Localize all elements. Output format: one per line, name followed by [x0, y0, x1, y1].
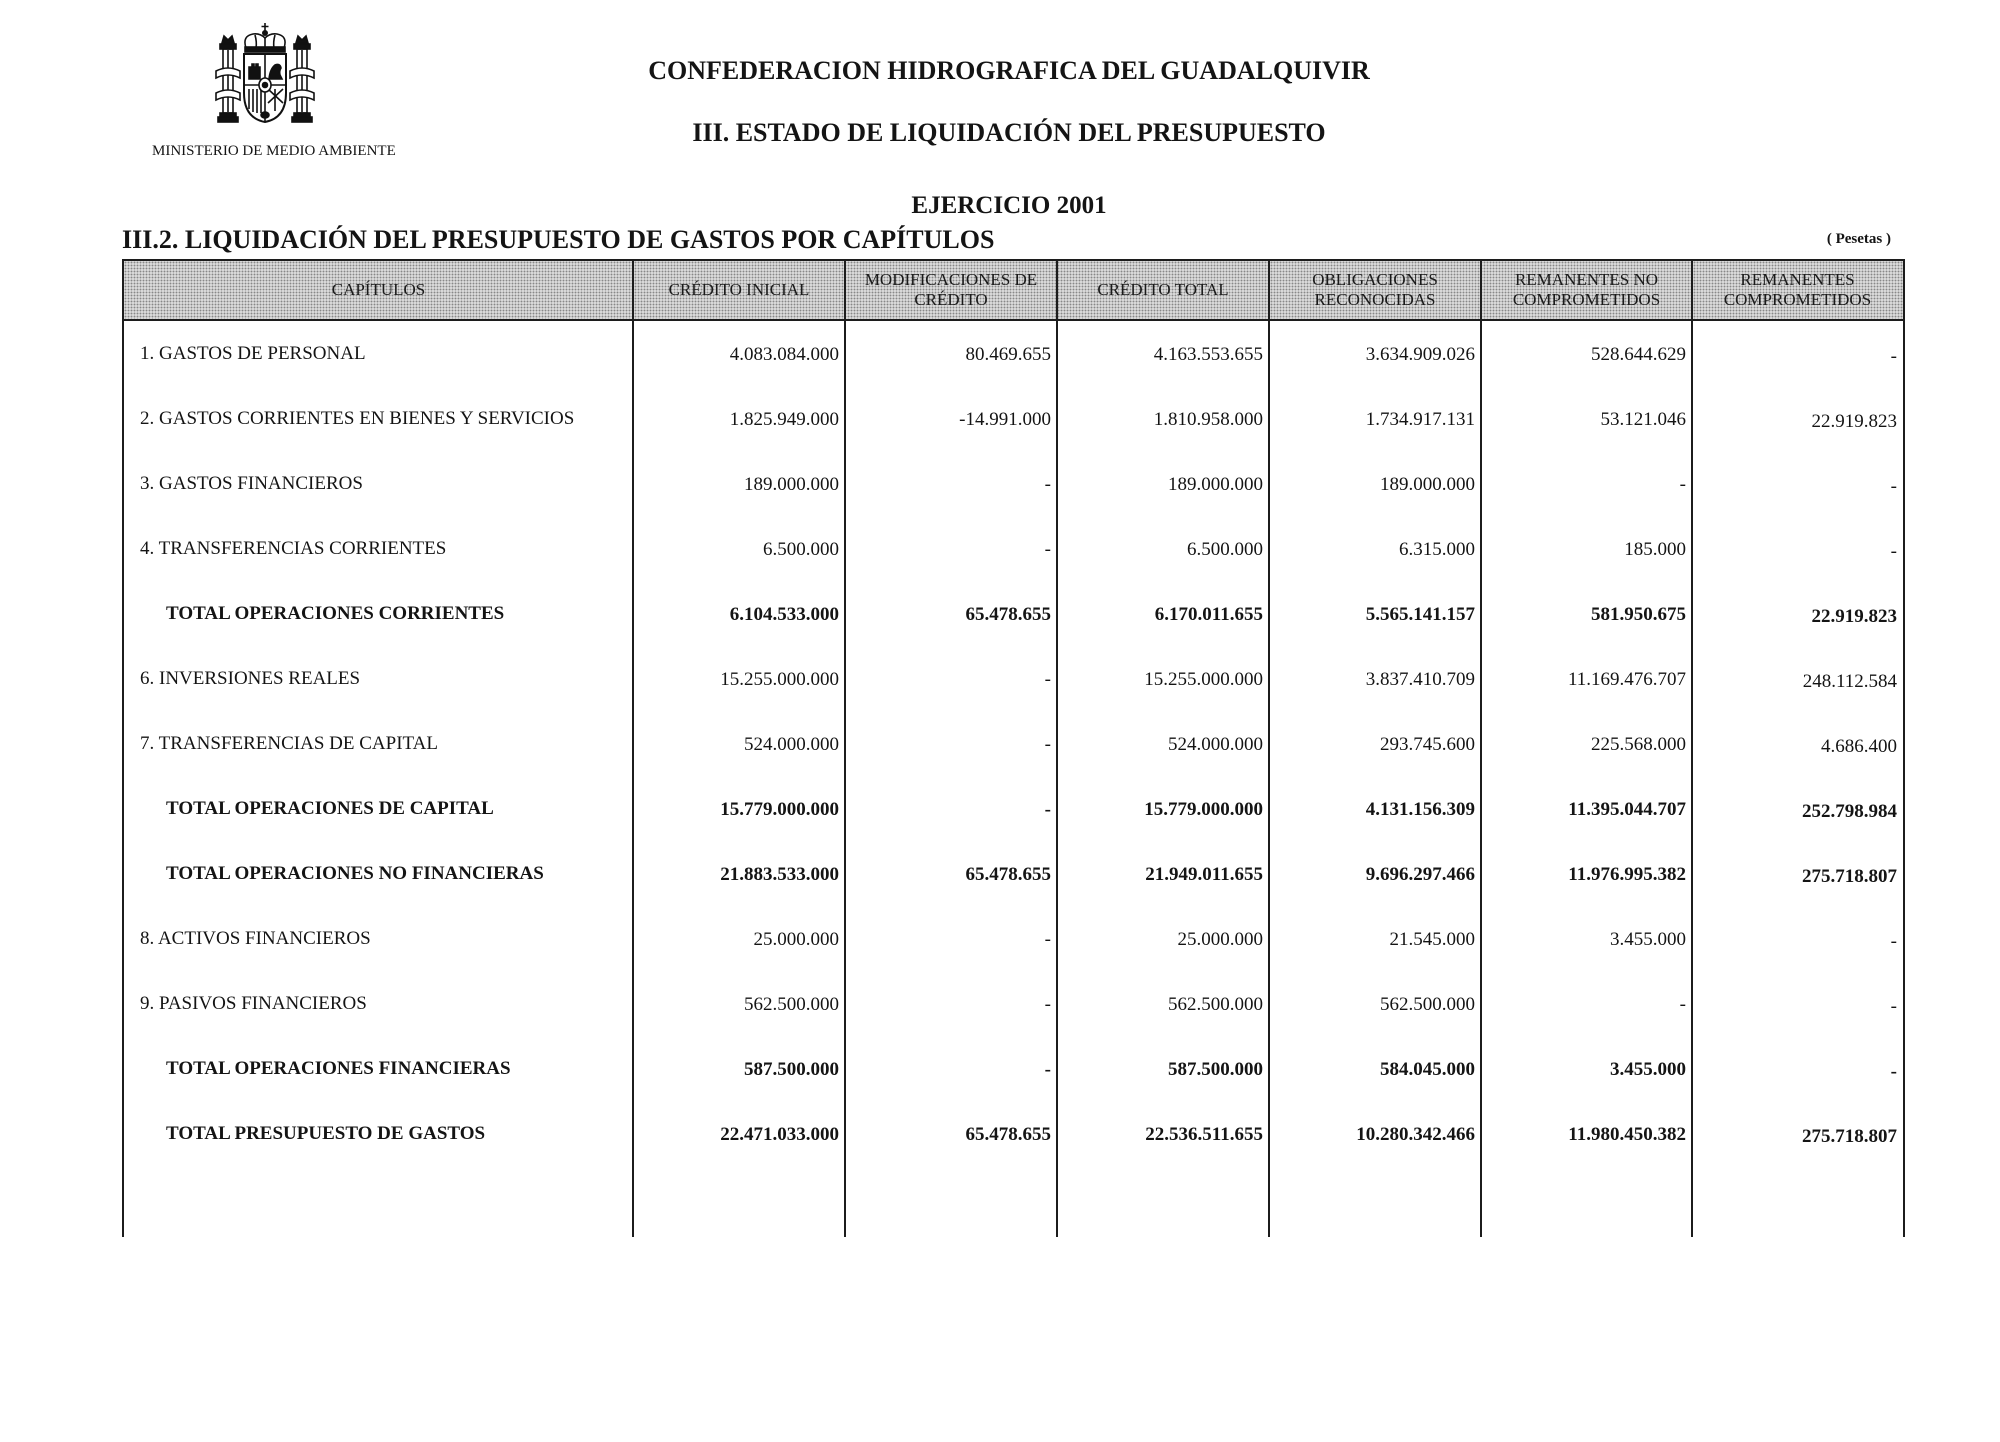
cell-remanentes-comprometidos: -: [1890, 346, 1897, 367]
cell-obligaciones-reconocidas: 3.837.410.709: [1365, 669, 1475, 690]
table-row: [124, 451, 1903, 516]
row-label: 3. GASTOS FINANCIEROS: [140, 472, 363, 494]
cell-modificaciones-de-credito: -: [1044, 929, 1051, 950]
cell-remanentes-no-comprometidos: 11.980.450.382: [1568, 1124, 1686, 1145]
column-divider: [1056, 259, 1058, 1237]
cell-remanentes-comprometidos: -: [1890, 541, 1897, 562]
subsection-title: III.2. LIQUIDACIÓN DEL PRESUPUESTO DE GASTOS POR CAPÍTULOS: [122, 225, 995, 254]
table-body: [124, 321, 1903, 1166]
cell-obligaciones-reconocidas: 10.280.342.466: [1356, 1124, 1475, 1145]
cell-credito-inicial: 6.500.000: [763, 539, 839, 560]
cell-obligaciones-reconocidas: 6.315.000: [1399, 539, 1475, 560]
cell-remanentes-comprometidos: 22.919.823: [1811, 606, 1897, 627]
cell-remanentes-comprometidos: 248.112.584: [1802, 671, 1897, 692]
column-header-credito-total: CRÉDITO TOTAL: [1097, 280, 1229, 299]
column-header-obligaciones-reconocidas: OBLIGACIONES RECONOCIDAS: [1312, 270, 1438, 309]
column-header-modificaciones-de-credito: MODIFICACIONES DE CRÉDITO: [864, 270, 1038, 309]
cell-remanentes-no-comprometidos: 11.395.044.707: [1568, 799, 1686, 820]
cell-modificaciones-de-credito: 65.478.655: [965, 864, 1051, 885]
cell-credito-total: 25.000.000: [1177, 929, 1263, 950]
cell-remanentes-comprometidos: 4.686.400: [1821, 736, 1897, 757]
cell-credito-inicial: 587.500.000: [744, 1059, 839, 1080]
cell-remanentes-no-comprometidos: 11.976.995.382: [1568, 864, 1686, 885]
cell-remanentes-comprometidos: -: [1890, 996, 1897, 1017]
cell-remanentes-comprometidos: 275.718.807: [1802, 866, 1897, 887]
cell-remanentes-comprometidos: -: [1890, 476, 1897, 497]
cell-remanentes-comprometidos: -: [1890, 931, 1897, 952]
table-row-total: [124, 841, 1903, 906]
row-label: TOTAL OPERACIONES NO FINANCIERAS: [166, 862, 544, 884]
fiscal-year: EJERCICIO 2001: [911, 192, 1107, 219]
table-row: [124, 711, 1903, 776]
cell-obligaciones-reconocidas: 21.545.000: [1389, 929, 1475, 950]
cell-credito-inicial: 25.000.000: [753, 929, 839, 950]
cell-remanentes-no-comprometidos: -: [1679, 474, 1686, 495]
cell-credito-total: 1.810.958.000: [1153, 409, 1263, 430]
cell-credito-inicial: 4.083.084.000: [729, 344, 839, 365]
row-label: TOTAL OPERACIONES CORRIENTES: [166, 602, 505, 624]
table-row-total: [124, 1036, 1903, 1101]
cell-credito-total: 4.163.553.655: [1153, 344, 1263, 365]
cell-obligaciones-reconocidas: 4.131.156.309: [1365, 799, 1475, 820]
row-label: TOTAL PRESUPUESTO DE GASTOS: [166, 1122, 486, 1144]
cell-modificaciones-de-credito: -: [1044, 474, 1051, 495]
cell-credito-total: 189.000.000: [1168, 474, 1263, 495]
row-label: 8. ACTIVOS FINANCIEROS: [140, 927, 371, 949]
cell-credito-inicial: 15.779.000.000: [720, 799, 839, 820]
cell-remanentes-comprometidos: -: [1890, 1061, 1897, 1082]
cell-credito-total: 524.000.000: [1168, 734, 1263, 755]
column-header-credito-inicial: CRÉDITO INICIAL: [668, 280, 810, 299]
cell-credito-total: 6.170.011.655: [1154, 604, 1263, 625]
cell-remanentes-no-comprometidos: 3.455.000: [1610, 1059, 1686, 1080]
column-divider: [844, 259, 846, 1237]
cell-modificaciones-de-credito: -: [1044, 1059, 1051, 1080]
cell-remanentes-no-comprometidos: -: [1679, 994, 1686, 1015]
cell-credito-inicial: 1.825.949.000: [729, 409, 839, 430]
cell-modificaciones-de-credito: 80.469.655: [965, 344, 1051, 365]
cell-obligaciones-reconocidas: 584.045.000: [1380, 1059, 1475, 1080]
cell-credito-inicial: 15.255.000.000: [720, 669, 839, 690]
cell-remanentes-no-comprometidos: 11.169.476.707: [1567, 669, 1686, 690]
cell-remanentes-no-comprometidos: 528.644.629: [1591, 344, 1686, 365]
column-divider: [632, 259, 634, 1237]
row-label: 4. TRANSFERENCIAS CORRIENTES: [140, 537, 447, 559]
cell-credito-inicial: 6.104.533.000: [729, 604, 839, 625]
cell-credito-inicial: 21.883.533.000: [720, 864, 839, 885]
cell-modificaciones-de-credito: -: [1044, 669, 1051, 690]
table-row-total: [124, 776, 1903, 841]
table-row-total: [124, 581, 1903, 646]
column-header-remanentes-comprometidos: REMANENTES COMPROMETIDOS: [1723, 270, 1872, 309]
cell-obligaciones-reconocidas: 1.734.917.131: [1365, 409, 1475, 430]
column-header-remanentes-no-comprometidos: REMANENTES NO COMPROMETIDOS: [1512, 270, 1661, 309]
cell-credito-total: 22.536.511.655: [1145, 1124, 1263, 1145]
section-title: III. ESTADO DE LIQUIDACIÓN DEL PRESUPUESTO: [692, 118, 1326, 147]
cell-remanentes-no-comprometidos: 185.000: [1624, 539, 1686, 560]
cell-obligaciones-reconocidas: 189.000.000: [1380, 474, 1475, 495]
cell-remanentes-no-comprometidos: 3.455.000: [1610, 929, 1686, 950]
row-label: TOTAL OPERACIONES DE CAPITAL: [166, 797, 494, 819]
cell-modificaciones-de-credito: 65.478.655: [965, 1124, 1051, 1145]
cell-credito-total: 15.779.000.000: [1144, 799, 1263, 820]
table-row-total: [124, 1101, 1903, 1166]
column-header-capitulos: CAPÍTULOS: [331, 280, 426, 299]
cell-remanentes-no-comprometidos: 53.121.046: [1600, 409, 1686, 430]
organization-title: CONFEDERACION HIDROGRAFICA DEL GUADALQUIVIR: [648, 56, 1370, 85]
cell-credito-inicial: 22.471.033.000: [720, 1124, 839, 1145]
cell-remanentes-no-comprometidos: 581.950.675: [1591, 604, 1686, 625]
cell-obligaciones-reconocidas: 3.634.909.026: [1365, 344, 1475, 365]
cell-modificaciones-de-credito: -: [1044, 994, 1051, 1015]
cell-modificaciones-de-credito: -14.991.000: [959, 409, 1051, 430]
cell-modificaciones-de-credito: -: [1044, 539, 1051, 560]
table-row: [124, 516, 1903, 581]
cell-credito-total: 21.949.011.655: [1145, 864, 1263, 885]
table-row: [124, 386, 1903, 451]
cell-credito-inicial: 189.000.000: [744, 474, 839, 495]
cell-obligaciones-reconocidas: 562.500.000: [1380, 994, 1475, 1015]
cell-modificaciones-de-credito: -: [1044, 799, 1051, 820]
cell-remanentes-comprometidos: 22.919.823: [1811, 411, 1897, 432]
table-row: [124, 906, 1903, 971]
table-row: [124, 971, 1903, 1036]
table-row: [124, 321, 1903, 386]
row-label: 1. GASTOS DE PERSONAL: [140, 342, 366, 364]
cell-obligaciones-reconocidas: 293.745.600: [1380, 734, 1475, 755]
cell-credito-total: 587.500.000: [1168, 1059, 1263, 1080]
row-label: 6. INVERSIONES REALES: [140, 667, 361, 689]
row-label: 2. GASTOS CORRIENTES EN BIENES Y SERVICIOS: [140, 407, 575, 429]
column-divider: [1691, 259, 1693, 1237]
column-divider: [1480, 259, 1482, 1237]
column-divider: [1268, 259, 1270, 1237]
row-label: TOTAL OPERACIONES FINANCIERAS: [166, 1057, 511, 1079]
ministry-name: MINISTERIO DE MEDIO AMBIENTE: [152, 143, 396, 159]
cell-remanentes-comprometidos: 275.718.807: [1802, 1126, 1897, 1147]
cell-credito-total: 15.255.000.000: [1144, 669, 1263, 690]
cell-credito-total: 6.500.000: [1187, 539, 1263, 560]
cell-modificaciones-de-credito: 65.478.655: [965, 604, 1051, 625]
cell-credito-inicial: 524.000.000: [744, 734, 839, 755]
cell-remanentes-comprometidos: 252.798.984: [1802, 801, 1897, 822]
cell-credito-inicial: 562.500.000: [744, 994, 839, 1015]
row-label: 7. TRANSFERENCIAS DE CAPITAL: [140, 732, 438, 754]
table-row: [124, 646, 1903, 711]
cell-obligaciones-reconocidas: 5.565.141.157: [1365, 604, 1475, 625]
table-header: [124, 259, 1903, 321]
row-label: 9. PASIVOS FINANCIEROS: [140, 992, 367, 1014]
currency-unit: ( Pesetas ): [1826, 231, 1891, 247]
budget-table: [122, 259, 1905, 1237]
cell-remanentes-no-comprometidos: 225.568.000: [1591, 734, 1686, 755]
coat-of-arms-icon: [213, 23, 317, 130]
cell-credito-total: 562.500.000: [1168, 994, 1263, 1015]
cell-modificaciones-de-credito: -: [1044, 734, 1051, 755]
cell-obligaciones-reconocidas: 9.696.297.466: [1365, 864, 1475, 885]
